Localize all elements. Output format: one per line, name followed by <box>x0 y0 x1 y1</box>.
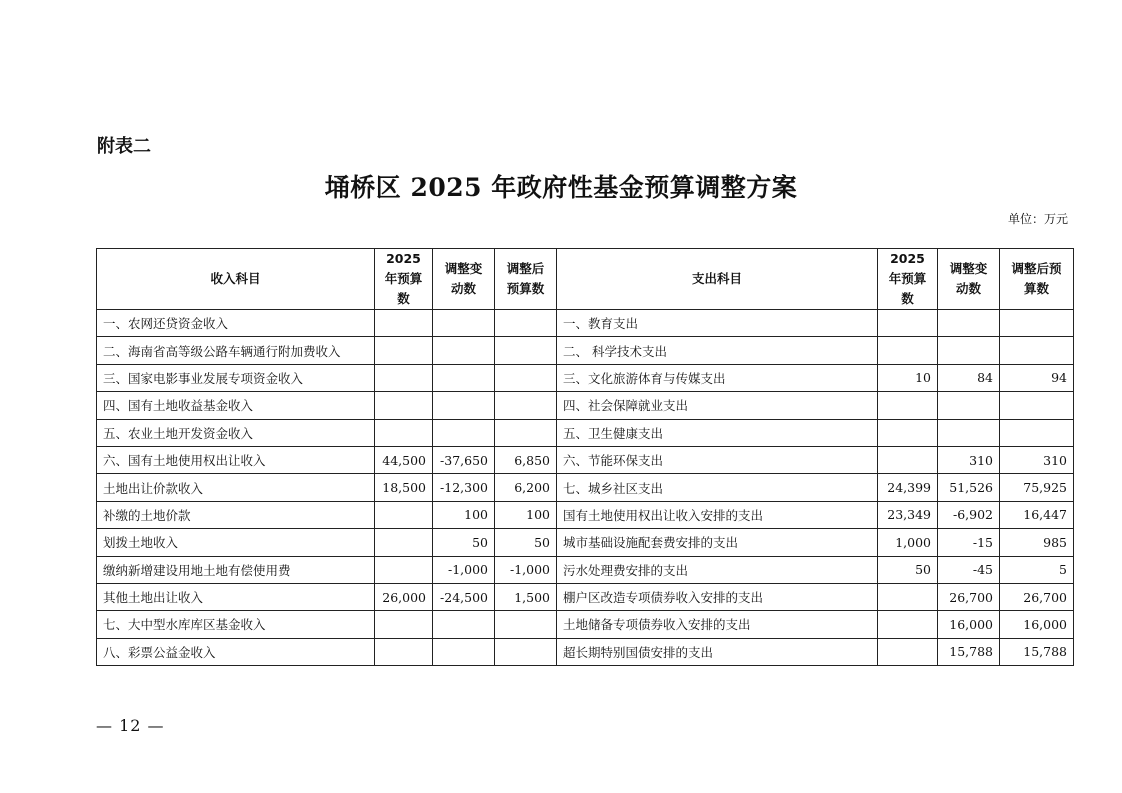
cell-expense-adjusted <box>1000 310 1074 337</box>
cell-expense-budget: 10 <box>878 364 938 391</box>
table-row <box>97 638 1074 665</box>
cell-expense-change: -15 <box>938 529 1000 556</box>
cell-expense-change <box>938 337 1000 364</box>
cell-expense-item: 七、城乡社区支出 <box>557 474 878 501</box>
table-row <box>97 364 1074 391</box>
cell-income-adjusted <box>495 638 557 665</box>
cell-income-item: 其他土地出让收入 <box>97 583 375 610</box>
table-row <box>97 474 1074 501</box>
page-title: 埇桥区 2025 年政府性基金预算调整方案 <box>324 173 798 202</box>
cell-income-budget <box>375 611 433 638</box>
cell-expense-adjusted: 985 <box>1000 529 1074 556</box>
table-row <box>97 419 1074 446</box>
cell-income-budget: 26,000 <box>375 583 433 610</box>
cell-expense-change: 16,000 <box>938 611 1000 638</box>
cell-expense-item: 污水处理费安排的支出 <box>557 556 878 583</box>
cell-income-budget <box>375 501 433 528</box>
col-header-expense-adjusted: 调整后预算数 <box>1000 249 1074 310</box>
cell-expense-change: 26,700 <box>938 583 1000 610</box>
cell-income-item: 八、彩票公益金收入 <box>97 638 375 665</box>
cell-expense-budget <box>878 611 938 638</box>
cell-expense-change <box>938 392 1000 419</box>
cell-income-change <box>433 638 495 665</box>
cell-income-adjusted <box>495 337 557 364</box>
cell-expense-item: 二、 科学技术支出 <box>557 337 878 364</box>
cell-expense-item: 棚户区改造专项债券收入安排的支出 <box>557 583 878 610</box>
unit-label: 单位：万元 <box>1007 212 1068 226</box>
cell-expense-change: 84 <box>938 364 1000 391</box>
cell-income-item: 三、国家电影事业发展专项资金收入 <box>97 364 375 391</box>
cell-expense-budget: 23,349 <box>878 501 938 528</box>
col-header-expense-budget: 2025 年预算数 <box>878 249 938 310</box>
cell-income-budget <box>375 310 433 337</box>
cell-expense-adjusted: 5 <box>1000 556 1074 583</box>
cell-expense-budget <box>878 446 938 473</box>
cell-expense-budget <box>878 392 938 419</box>
cell-expense-change: 51,526 <box>938 474 1000 501</box>
cell-income-adjusted: 50 <box>495 529 557 556</box>
cell-income-item: 六、国有土地使用权出让收入 <box>97 446 375 473</box>
cell-income-change: -24,500 <box>433 583 495 610</box>
cell-expense-adjusted: 16,447 <box>1000 501 1074 528</box>
cell-expense-change: 310 <box>938 446 1000 473</box>
table-row <box>97 556 1074 583</box>
cell-expense-adjusted <box>1000 337 1074 364</box>
cell-income-item: 四、国有土地收益基金收入 <box>97 392 375 419</box>
page-number: — 12 — <box>96 716 165 735</box>
cell-expense-adjusted: 310 <box>1000 446 1074 473</box>
cell-expense-budget <box>878 310 938 337</box>
cell-income-adjusted: 6,850 <box>495 446 557 473</box>
table-row <box>97 446 1074 473</box>
cell-expense-adjusted: 15,788 <box>1000 638 1074 665</box>
table-row <box>97 611 1074 638</box>
cell-expense-item: 六、节能环保支出 <box>557 446 878 473</box>
cell-income-change <box>433 392 495 419</box>
cell-income-change <box>433 337 495 364</box>
cell-expense-budget: 24,399 <box>878 474 938 501</box>
table-row <box>97 337 1074 364</box>
cell-expense-adjusted <box>1000 419 1074 446</box>
cell-income-item: 缴纳新增建设用地土地有偿使用费 <box>97 556 375 583</box>
attachment-label: 附表二 <box>97 136 151 157</box>
cell-income-budget <box>375 392 433 419</box>
cell-expense-budget: 1,000 <box>878 529 938 556</box>
cell-income-change <box>433 310 495 337</box>
col-header-income-change: 调整变动数 <box>433 249 495 310</box>
cell-expense-item: 三、文化旅游体育与传媒支出 <box>557 364 878 391</box>
cell-income-change <box>433 419 495 446</box>
cell-income-budget <box>375 556 433 583</box>
cell-income-item: 二、海南省高等级公路车辆通行附加费收入 <box>97 337 375 364</box>
cell-income-change: -12,300 <box>433 474 495 501</box>
cell-income-change: -37,650 <box>433 446 495 473</box>
cell-income-item: 划拨土地收入 <box>97 529 375 556</box>
cell-income-change: -1,000 <box>433 556 495 583</box>
cell-expense-adjusted: 94 <box>1000 364 1074 391</box>
cell-expense-adjusted: 26,700 <box>1000 583 1074 610</box>
cell-income-change: 100 <box>433 501 495 528</box>
cell-income-item: 补缴的土地价款 <box>97 501 375 528</box>
cell-expense-item: 土地储备专项债券收入安排的支出 <box>557 611 878 638</box>
cell-income-adjusted <box>495 364 557 391</box>
cell-income-item: 土地出让价款收入 <box>97 474 375 501</box>
table-row <box>97 392 1074 419</box>
cell-expense-item: 四、社会保障就业支出 <box>557 392 878 419</box>
col-header-income-adjusted: 调整后预算数 <box>495 249 557 310</box>
cell-expense-budget <box>878 419 938 446</box>
cell-expense-change: -6,902 <box>938 501 1000 528</box>
cell-income-adjusted: -1,000 <box>495 556 557 583</box>
table-row <box>97 583 1074 610</box>
cell-income-budget <box>375 337 433 364</box>
cell-income-adjusted <box>495 310 557 337</box>
table-row <box>97 501 1074 528</box>
cell-expense-change: -45 <box>938 556 1000 583</box>
cell-income-budget <box>375 638 433 665</box>
table-header-row <box>97 249 1074 310</box>
cell-income-adjusted <box>495 419 557 446</box>
table-row <box>97 310 1074 337</box>
cell-expense-budget <box>878 638 938 665</box>
cell-income-item: 五、农业土地开发资金收入 <box>97 419 375 446</box>
col-header-expense-change: 调整变动数 <box>938 249 1000 310</box>
cell-expense-item: 国有土地使用权出让收入安排的支出 <box>557 501 878 528</box>
cell-expense-budget: 50 <box>878 556 938 583</box>
cell-income-adjusted: 100 <box>495 501 557 528</box>
cell-expense-change <box>938 419 1000 446</box>
cell-income-budget: 18,500 <box>375 474 433 501</box>
budget-table <box>96 248 1074 666</box>
cell-expense-item: 城市基础设施配套费安排的支出 <box>557 529 878 556</box>
cell-expense-adjusted: 75,925 <box>1000 474 1074 501</box>
cell-income-adjusted <box>495 392 557 419</box>
col-header-income-budget: 2025 年预算数 <box>375 249 433 310</box>
cell-income-budget: 44,500 <box>375 446 433 473</box>
cell-income-adjusted: 1,500 <box>495 583 557 610</box>
cell-income-item: 一、农网还贷资金收入 <box>97 310 375 337</box>
cell-expense-budget <box>878 337 938 364</box>
cell-income-budget <box>375 529 433 556</box>
cell-expense-adjusted: 16,000 <box>1000 611 1074 638</box>
cell-income-change <box>433 364 495 391</box>
cell-income-budget <box>375 364 433 391</box>
cell-expense-item: 超长期特别国债安排的支出 <box>557 638 878 665</box>
cell-income-budget <box>375 419 433 446</box>
cell-income-adjusted: 6,200 <box>495 474 557 501</box>
cell-expense-change <box>938 310 1000 337</box>
cell-expense-item: 五、卫生健康支出 <box>557 419 878 446</box>
table-row <box>97 529 1074 556</box>
cell-expense-budget <box>878 583 938 610</box>
col-header-expense-item: 支出科目 <box>557 249 878 310</box>
cell-income-change <box>433 611 495 638</box>
cell-income-item: 七、大中型水库库区基金收入 <box>97 611 375 638</box>
cell-expense-adjusted <box>1000 392 1074 419</box>
cell-income-adjusted <box>495 611 557 638</box>
cell-expense-item: 一、教育支出 <box>557 310 878 337</box>
cell-expense-change: 15,788 <box>938 638 1000 665</box>
col-header-income-item: 收入科目 <box>97 249 375 310</box>
cell-income-change: 50 <box>433 529 495 556</box>
